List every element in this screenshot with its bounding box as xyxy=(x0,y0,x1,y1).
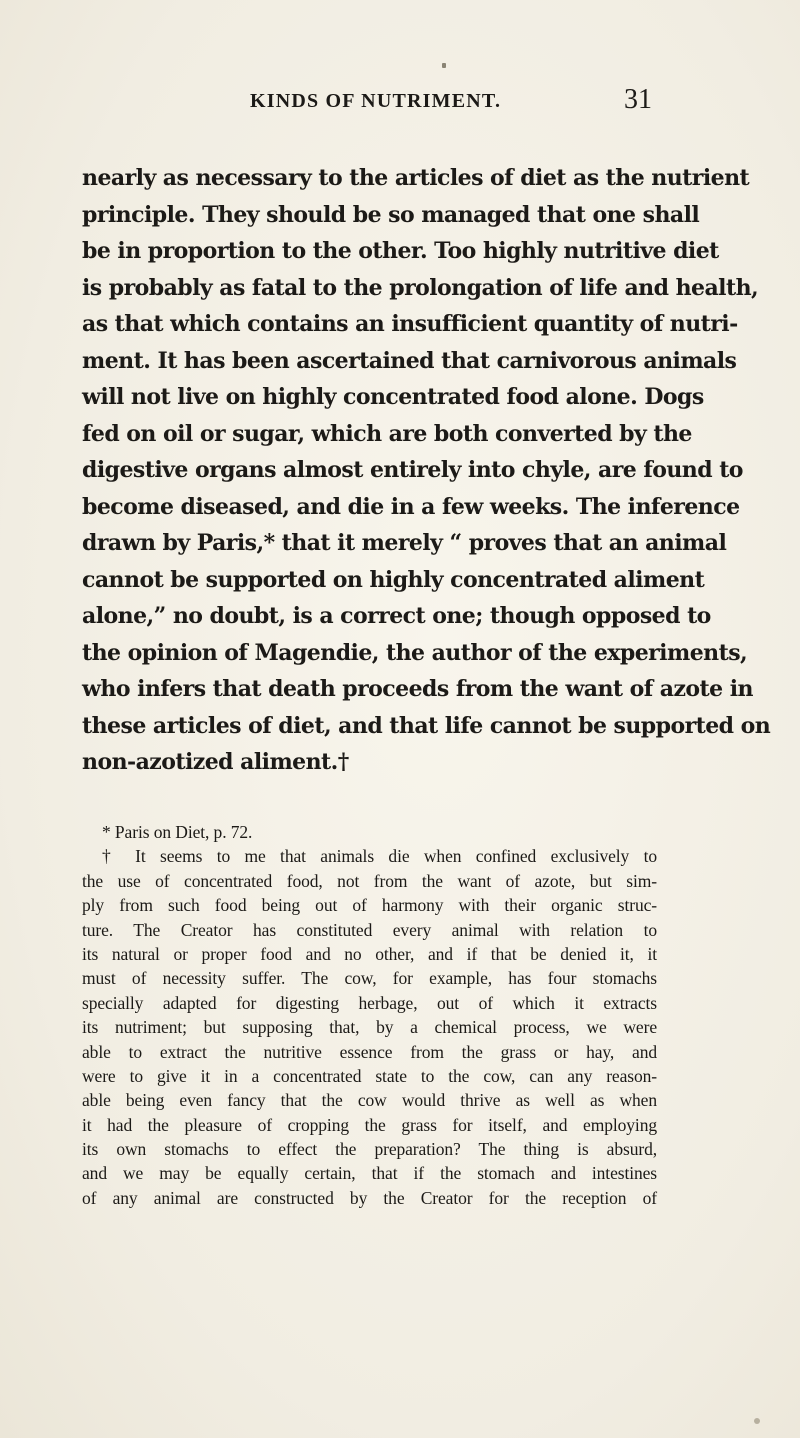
footnote-line: and we may be equally certain, that if the stomach and intestines xyxy=(82,1163,657,1184)
footnote-line: ply from such food being out of harmony with their organic struc- xyxy=(82,895,657,916)
text-line: will not live on highly concentrated food alone. Dogs xyxy=(82,384,704,410)
page-header xyxy=(82,84,652,117)
text-line: become diseased, and die in a few weeks. The inference xyxy=(82,493,740,520)
footnote-line: specially adapted for digesting herbage, out of which it extracts xyxy=(82,992,657,1013)
text-line: principle. They should be so managed that one shall xyxy=(82,201,700,228)
text-line: cannot be supported on highly concentrated aliment xyxy=(82,566,705,593)
footnote-line: were to give it in a concentrated state to the cow, can any reason- xyxy=(82,1065,657,1086)
footnote-line: ture. The Creator has constituted every animal with relation to xyxy=(82,919,657,940)
text-line: is probably as fatal to the prolongation of life and health, xyxy=(82,274,759,301)
main-paragraph xyxy=(82,160,771,781)
text-line: alone,” no doubt, is a correct one; though opposed to xyxy=(82,603,711,629)
page-number: 31 xyxy=(624,84,652,115)
footnote-line: the use of concentrated food, not from the want of azote, but sim- xyxy=(82,870,657,891)
text-line: be in proportion to the other. Too highly nutritive diet xyxy=(82,238,719,264)
text-line: non-azotized aliment.† xyxy=(82,749,349,775)
footnote-line: able to extract the nutritive essence from the grass or hay, and xyxy=(82,1041,657,1062)
footnote-line: it had the pleasure of cropping the grass for itself, and employing xyxy=(82,1114,657,1135)
footnote-line: its nutriment; but supposing that, by a chemical process, we were xyxy=(82,1017,657,1038)
text-line: drawn by Paris,* that it merely “ proves that an animal xyxy=(82,530,727,556)
text-line: fed on oil or sugar, which are both converted by the xyxy=(82,420,692,447)
scan-speck xyxy=(442,63,446,68)
footnote-line: able being even fancy that the cow would thrive as well as when xyxy=(82,1090,657,1111)
text-line: nearly as necessary to the articles of diet as the nutrient xyxy=(82,165,750,191)
text-line: who infers that death proceeds from the want of azote in xyxy=(82,676,753,702)
footnotes xyxy=(82,820,657,1210)
footnote-line: its own stomachs to effect the preparation? The thing is absurd, xyxy=(82,1139,657,1160)
footnote-line: of any animal are constructed by the Creator for the reception of xyxy=(82,1187,657,1208)
text-line: as that which contains an insufficient quantity of nutri- xyxy=(82,311,738,337)
footnote-line: † It seems to me that animals die when confined exclusively to xyxy=(102,846,657,867)
text-line: these articles of diet, and that life cannot be supported on xyxy=(82,712,771,739)
text-line: ment. It has been ascertained that carnivorous animals xyxy=(82,347,737,374)
footnote-line: its natural or proper food and no other, and if that be denied it, it xyxy=(82,943,657,964)
text-line: the opinion of Magendie, the author of the experiments, xyxy=(82,639,748,666)
text-line: digestive organs almost entirely into chyle, are found to xyxy=(82,457,743,483)
running-title: KINDS OF NUTRIMENT. xyxy=(250,90,502,112)
footnote-line: must of necessity suffer. The cow, for example, has four stomachs xyxy=(82,968,657,989)
scan-speck xyxy=(754,1418,760,1424)
footnote-paris: * Paris on Diet, p. 72. xyxy=(102,822,253,842)
